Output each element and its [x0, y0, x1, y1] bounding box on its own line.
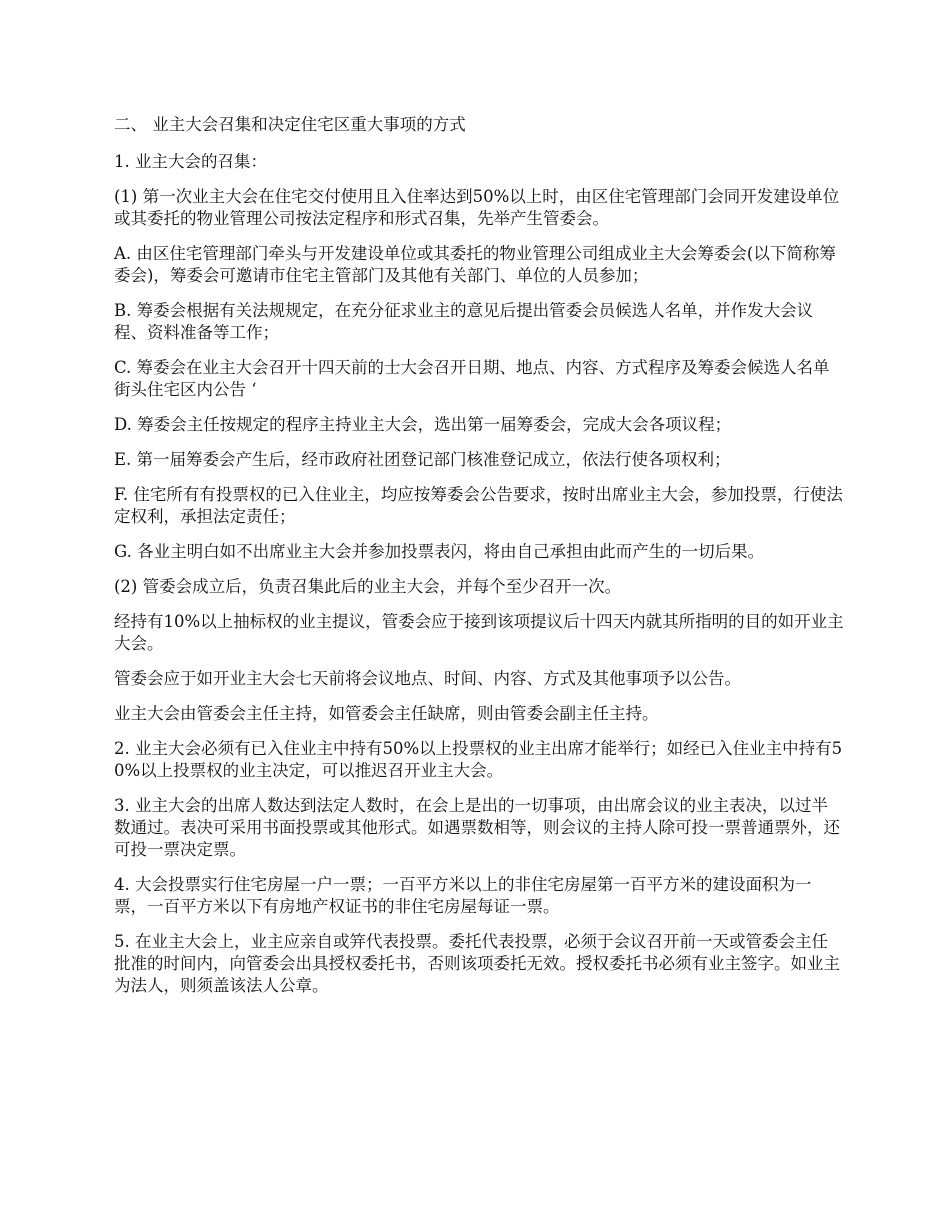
paragraph-committee-convening: (2) 管委会成立后，负责召集此后的业主大会，并每个至少召开一次。 — [114, 577, 622, 596]
section-heading: 二、 业主大会召集和决定住宅区重大事项的方式 — [114, 115, 466, 134]
paragraph-item-f: F. 住宅所有有投票权的已入住业主，均应按筹委会公告要求，按时出席业主大会，参加投票，行使法定权利，承担法定责任； — [114, 485, 843, 526]
paragraph-convening-title: 1. 业主大会的召集： — [114, 152, 267, 171]
paragraph-first-meeting: (1) 第一次业主大会在住宅交付使用且入住率达到50%以上时，由区住宅管理部门会同开发建设单位或其委托的物业管理公司按法定程序和形式召集，先举产生管委会。 — [114, 187, 840, 228]
paragraph-proposal: 经持有10%以上抽标权的业主提议，管委会应于接到该项提议后十四天内就其所指明的目的如开业主大会。 — [114, 612, 844, 653]
paragraph-proxy-voting: 5. 在业主大会上，业主应亲自或笄代表投票。委托代表投票，必须于会议召开前一天或管委会主任批准的时间内，向管委会出具授权委托书，否则该项委托无效。授权委托书必须有业主签字。如业主为法人，则须盖该法人公章。 — [114, 932, 840, 995]
paragraph-item-c: C. 筹委会在业主大会召开十四天前的士大会召开日期、地点、内容、方式程序及筹委会候选人名单街头住宅区内公告 ‘ — [114, 358, 830, 399]
paragraph-announcement: 管委会应于如开业主大会七天前将会议地点、时间、内容、方式及其他事项予以公告。 — [114, 669, 741, 688]
paragraph-vote-allocation: 4. 大会投票实行住宅房屋一户一票；一百平方米以上的非住宅房屋第一百平方米的建设面积为一票，一百平方米以下有房地产权证书的非住宅房屋每证一票。 — [114, 875, 812, 916]
paragraph-chairing: 业主大会由管委会主任主持，如管委会主任缺席，则由管委会副主任主持。 — [114, 704, 659, 723]
document-body — [114, 114, 844, 1010]
paragraph-quorum: 2. 业主大会必须有已入住业主中持有50%以上投票权的业主出席才能举行；如经已入住业主中持有50%以上投票权的业主决定，可以推迟召开业主大会。 — [114, 739, 843, 780]
paragraph-item-d: D. 筹委会主任按规定的程序主持业主大会，选出第一届筹委会，完成大会各项议程； — [114, 415, 732, 434]
paragraph-voting: 3. 业主大会的出席人数达到法定人数时，在会上是出的一切事项，由出席会议的业主表决，以过半数通过。表决可采用书面投票或其他形式。如遇票数相等，则会议的主持人除可投一票普通票外，还可投一票决定票。 — [114, 796, 840, 859]
paragraph-item-b: B. 筹委会根据有关法规规定，在充分征求业主的意见后提出管委会员候选人名单，并作发大会议程、资料准备等工作； — [114, 301, 814, 342]
paragraph-item-a: A. 由区住宅管理部门牵头与开发建设单位或其委托的物业管理公司组成业主大会筹委会(以下简称筹委会)，筹委会可邀请市住宅主管部门及其他有关部门、单位的人员参加； — [114, 244, 836, 285]
paragraph-item-g: G. 各业主明白如不出席业主大会并参加投票表闪，将由自己承担由此而产生的一切后果。 — [114, 542, 765, 561]
paragraph-item-e: E. 第一届筹委会产生后，经市政府社团登记部门核准登记成立，依法行使各项权利； — [114, 450, 731, 469]
